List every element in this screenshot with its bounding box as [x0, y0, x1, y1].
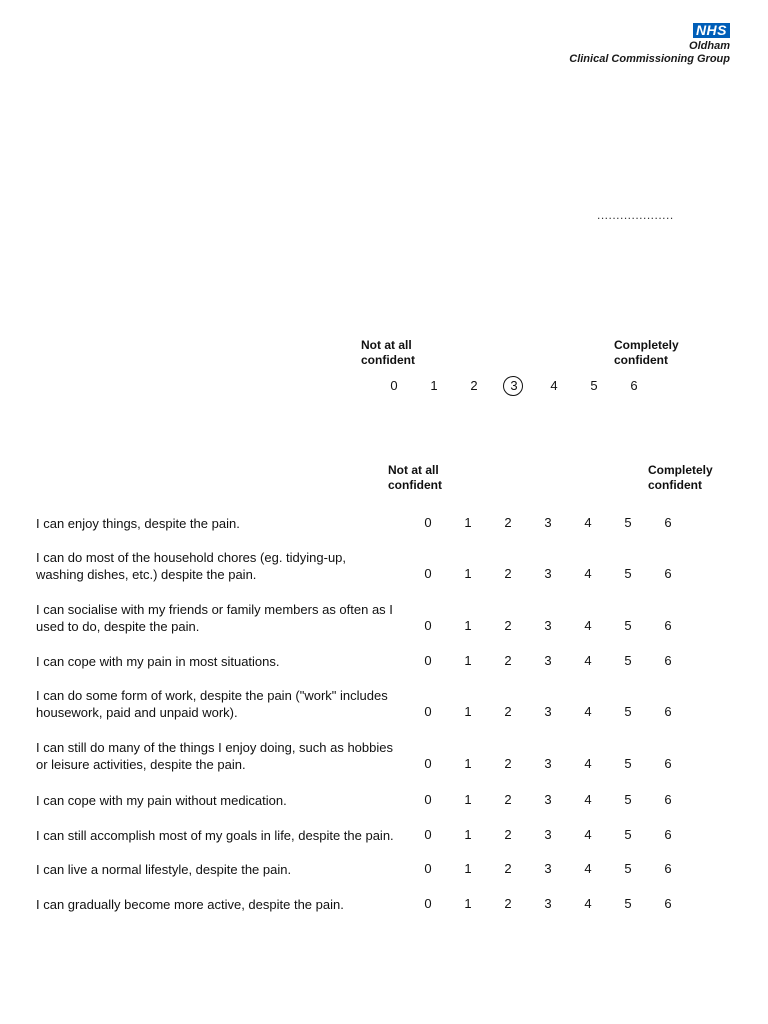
rating-option-1[interactable]: 1 [464, 827, 472, 842]
rating-option-2[interactable]: 2 [504, 566, 512, 581]
rating-option-6[interactable]: 6 [664, 704, 672, 719]
rating-option-3[interactable]: 3 [544, 896, 552, 911]
question-scale [414, 792, 694, 808]
rating-option-3[interactable]: 3 [544, 618, 552, 633]
rating-option-2[interactable]: 2 [504, 827, 512, 842]
question-scale [414, 861, 694, 877]
example-option-2: 2 [470, 378, 478, 393]
rating-option-5[interactable]: 5 [624, 861, 632, 876]
question-scale [414, 756, 694, 772]
rating-option-5[interactable]: 5 [624, 515, 632, 530]
rating-option-3[interactable]: 3 [544, 566, 552, 581]
rating-option-5[interactable]: 5 [624, 704, 632, 719]
example-low-label [361, 338, 415, 368]
rating-option-3[interactable]: 3 [544, 861, 552, 876]
rating-option-6[interactable]: 6 [664, 827, 672, 842]
example-high-label-line1: Completely [614, 338, 679, 352]
rating-option-4[interactable]: 4 [584, 827, 592, 842]
rating-option-0[interactable]: 0 [424, 896, 432, 911]
question-scale [414, 566, 694, 582]
rating-option-2[interactable]: 2 [504, 861, 512, 876]
example-low-label-line2: confident [361, 353, 415, 367]
nhs-logo [550, 22, 730, 66]
rating-option-1[interactable]: 1 [464, 896, 472, 911]
example-high-label [614, 338, 679, 368]
rating-option-4[interactable]: 4 [584, 704, 592, 719]
question-text: I can cope with my pain without medication. [36, 793, 287, 808]
rating-option-0[interactable]: 0 [424, 827, 432, 842]
rating-option-5[interactable]: 5 [624, 653, 632, 668]
rating-option-2[interactable]: 2 [504, 704, 512, 719]
scale-high-label-line1: Completely [648, 463, 713, 477]
rating-option-4[interactable]: 4 [584, 792, 592, 807]
question-text: I can do some form of work, despite the pain ("work" includes housework, paid and unpaid work). [36, 688, 388, 720]
rating-option-4[interactable]: 4 [584, 653, 592, 668]
rating-option-0[interactable]: 0 [424, 792, 432, 807]
rating-option-5[interactable]: 5 [624, 792, 632, 807]
question-scale [414, 653, 694, 669]
rating-option-0[interactable]: 0 [424, 756, 432, 771]
rating-option-0[interactable]: 0 [424, 515, 432, 530]
rating-option-1[interactable]: 1 [464, 756, 472, 771]
rating-option-0[interactable]: 0 [424, 566, 432, 581]
scale-low-label [388, 463, 442, 493]
selected-circle [503, 376, 523, 396]
rating-option-0[interactable]: 0 [424, 653, 432, 668]
example-option-6: 6 [630, 378, 638, 393]
rating-option-5[interactable]: 5 [624, 756, 632, 771]
example-option-3: 3 [504, 378, 524, 394]
rating-option-4[interactable]: 4 [584, 566, 592, 581]
rating-option-2[interactable]: 2 [504, 792, 512, 807]
question-text: I can live a normal lifestyle, despite the pain. [36, 862, 292, 877]
rating-option-2[interactable]: 2 [504, 515, 512, 530]
question-scale [414, 515, 694, 531]
rating-option-6[interactable]: 6 [664, 515, 672, 530]
example-option-4: 4 [550, 378, 558, 393]
rating-option-5[interactable]: 5 [624, 896, 632, 911]
question-scale [414, 827, 694, 843]
rating-option-6[interactable]: 6 [664, 792, 672, 807]
rating-option-0[interactable]: 0 [424, 861, 432, 876]
rating-option-1[interactable]: 1 [464, 618, 472, 633]
question-text: I can enjoy things, despite the pain. [36, 516, 240, 531]
rating-option-6[interactable]: 6 [664, 566, 672, 581]
rating-option-6[interactable]: 6 [664, 896, 672, 911]
nhs-badge: NHS [693, 23, 730, 38]
question-text: I can cope with my pain in most situations. [36, 654, 280, 669]
example-high-label-line2: confident [614, 353, 668, 367]
question-text: I can gradually become more active, despite the pain. [36, 897, 344, 912]
scale-low-label-line2: confident [388, 478, 442, 492]
rating-option-3[interactable]: 3 [544, 515, 552, 530]
rating-option-5[interactable]: 5 [624, 827, 632, 842]
example-option-5: 5 [590, 378, 598, 393]
rating-option-3[interactable]: 3 [544, 792, 552, 807]
rating-option-1[interactable]: 1 [464, 515, 472, 530]
rating-option-6[interactable]: 6 [664, 861, 672, 876]
example-scale [380, 378, 660, 394]
example-option-0: 0 [390, 378, 398, 393]
name-entry-line[interactable]: .................... [597, 208, 674, 222]
rating-option-2[interactable]: 2 [504, 896, 512, 911]
rating-option-4[interactable]: 4 [584, 896, 592, 911]
rating-option-3[interactable]: 3 [544, 756, 552, 771]
rating-option-5[interactable]: 5 [624, 618, 632, 633]
example-option-1: 1 [430, 378, 438, 393]
rating-option-5[interactable]: 5 [624, 566, 632, 581]
rating-option-2[interactable]: 2 [504, 653, 512, 668]
logo-org-line2: Clinical Commissioning Group [569, 53, 730, 65]
scale-low-label-line1: Not at all [388, 463, 439, 477]
rating-option-1[interactable]: 1 [464, 861, 472, 876]
rating-option-0[interactable]: 0 [424, 618, 432, 633]
rating-option-6[interactable]: 6 [664, 618, 672, 633]
question-text: I can socialise with my friends or family members as often as I used to do, despite the pain. [36, 602, 393, 634]
question-text: I can do most of the household chores (eg. tidying-up, washing dishes, etc.) despite the pain. [36, 550, 347, 582]
question-scale [414, 618, 694, 634]
rating-option-0[interactable]: 0 [424, 704, 432, 719]
rating-option-3[interactable]: 3 [544, 704, 552, 719]
rating-option-4[interactable]: 4 [584, 756, 592, 771]
rating-option-1[interactable]: 1 [464, 566, 472, 581]
scale-high-label [648, 463, 713, 493]
question-text: I can still do many of the things I enjoy doing, such as hobbies or leisure activities, despite the pain. [36, 740, 393, 772]
question-text: I can still accomplish most of my goals in life, despite the pain. [36, 828, 394, 843]
logo-org-line1: Oldham [689, 40, 730, 52]
rating-option-4[interactable]: 4 [584, 515, 592, 530]
example-low-label-line1: Not at all [361, 338, 412, 352]
rating-option-6[interactable]: 6 [664, 756, 672, 771]
rating-option-3[interactable]: 3 [544, 653, 552, 668]
scale-high-label-line2: confident [648, 478, 702, 492]
rating-option-4[interactable]: 4 [584, 861, 592, 876]
rating-option-1[interactable]: 1 [464, 704, 472, 719]
rating-option-4[interactable]: 4 [584, 618, 592, 633]
question-scale [414, 896, 694, 912]
rating-option-1[interactable]: 1 [464, 792, 472, 807]
rating-option-2[interactable]: 2 [504, 618, 512, 633]
rating-option-2[interactable]: 2 [504, 756, 512, 771]
rating-option-6[interactable]: 6 [664, 653, 672, 668]
rating-option-1[interactable]: 1 [464, 653, 472, 668]
question-scale [414, 704, 694, 720]
rating-option-3[interactable]: 3 [544, 827, 552, 842]
